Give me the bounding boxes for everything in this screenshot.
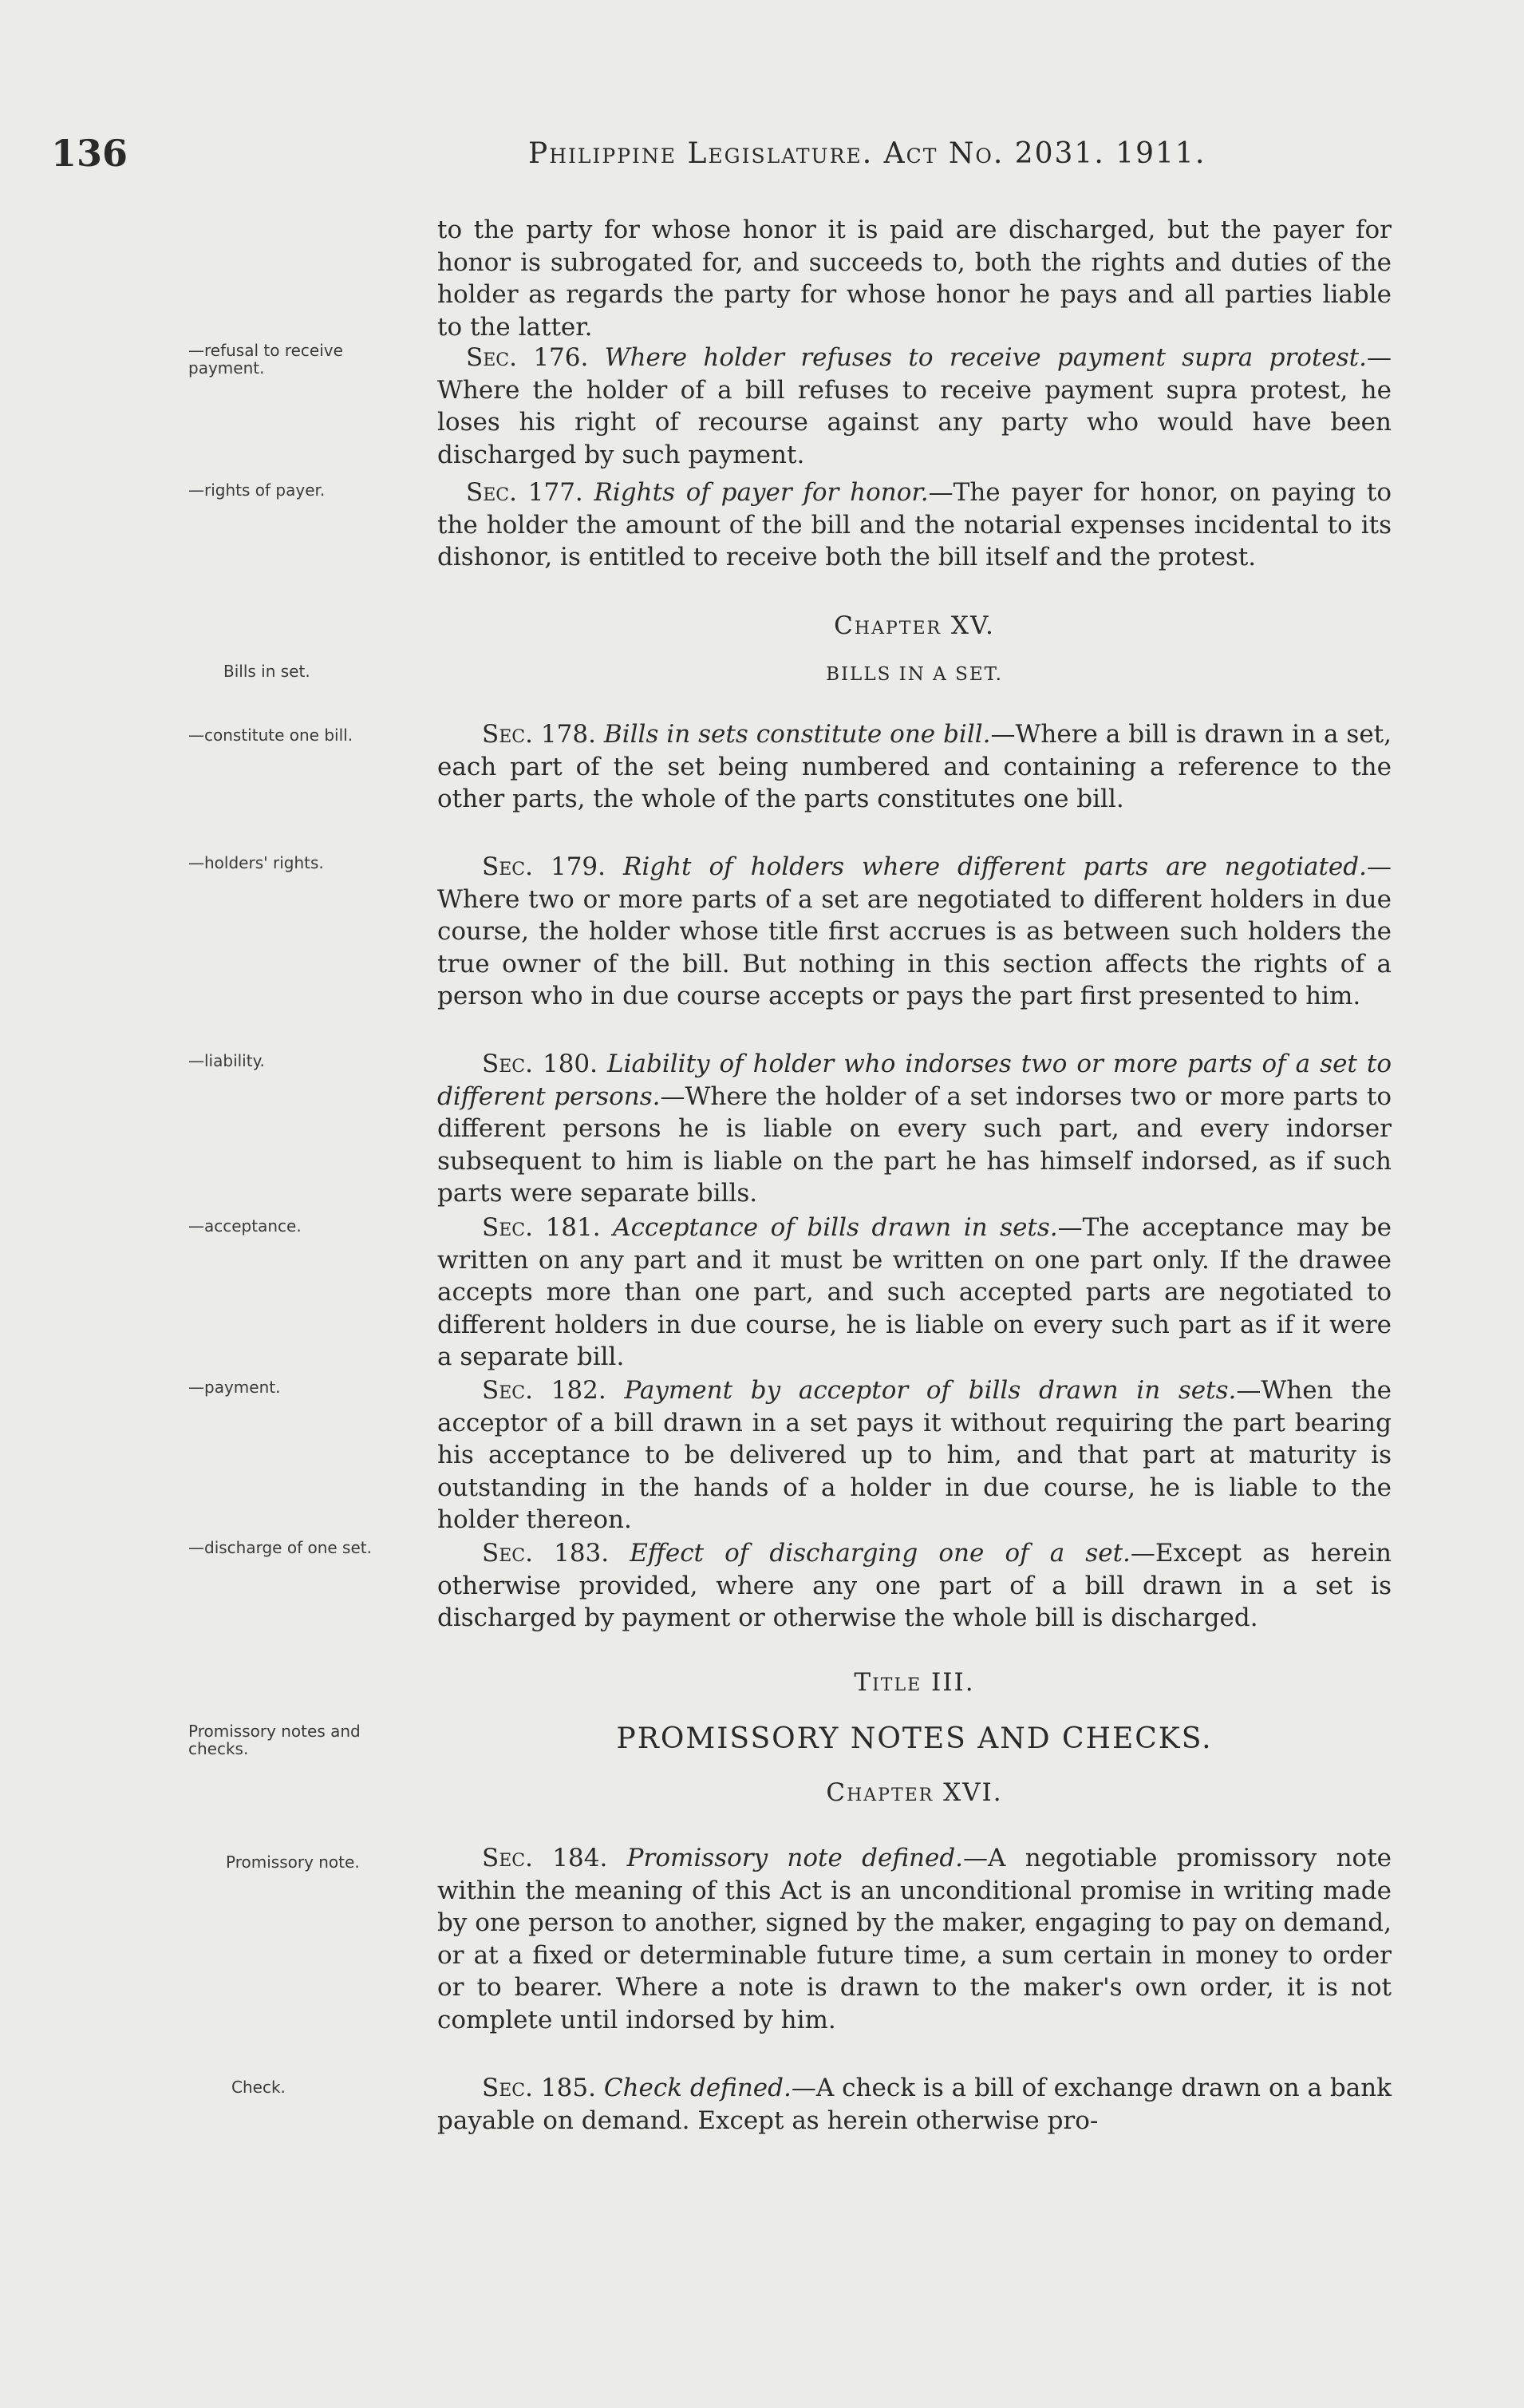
section-181 xyxy=(437,1212,1392,1374)
section-title: Rights of payer for honor. xyxy=(594,478,929,507)
section-title: Bills in sets constitute one bill. xyxy=(603,720,991,749)
section-180 xyxy=(437,1048,1392,1210)
section-body: —The payer for honor, on paying to the holder the amount of the bill and the notarial expenses incidental to its dishonor, is entitled to receive both the bill itself and the protest. xyxy=(437,478,1392,571)
margin-note-payment: —payment. xyxy=(188,1378,281,1397)
section-title: Acceptance of bills drawn in sets. xyxy=(613,1213,1058,1242)
margin-note-promissory-note: Promissory note. xyxy=(226,1852,360,1872)
section-182 xyxy=(437,1374,1392,1536)
section-title: Check defined. xyxy=(603,2074,792,2102)
section-title: Effect of discharging one of a set. xyxy=(630,1539,1131,1568)
section-number: Sec. 182. xyxy=(482,1376,606,1405)
section-body: —Where the holder of a bill refuses to receive payment supra protest, he loses his right of recourse against any party who would have been discharged by such payment. xyxy=(437,343,1392,469)
margin-note-bills-in-set: Bills in set. xyxy=(223,662,310,681)
chapter-xv-heading: Chapter XV. xyxy=(834,611,995,640)
margin-note-acceptance: —acceptance. xyxy=(188,1216,302,1236)
section-title: Payment by acceptor of bills drawn in sets. xyxy=(624,1376,1237,1405)
section-title: Right of holders where different parts are negotiated. xyxy=(622,852,1367,881)
section-number: Sec. 183. xyxy=(482,1539,610,1568)
margin-note-rights-payer: —rights of payer. xyxy=(188,480,326,500)
section-title: Promissory note defined. xyxy=(626,1844,964,1872)
section-185 xyxy=(437,2072,1392,2137)
section-title: Liability of holder who indorses two or more parts of a set to different persons. xyxy=(437,1050,1392,1111)
title-iii-heading: Title III. xyxy=(854,1668,975,1697)
section-178 xyxy=(437,718,1392,816)
paragraph-continuation: to the party for whose honor it is paid are discharged, but the payer for honor is subrogated for, and succeeds to, both the rights and duties of the holder as regards the party for whose honor he pays and all parties liable to the latter. xyxy=(437,215,1392,342)
section-number: Sec. 180. xyxy=(482,1050,598,1078)
margin-note-refusal: —refusal to receive payment. xyxy=(188,341,343,378)
section-number: Sec. 177. xyxy=(466,478,583,507)
running-head: Philippine Legislature. Act No. 2031. 1911. xyxy=(528,137,1206,170)
section-body: —Where a bill is drawn in a set, each part of the set being numbered and containing a reference to the other parts, the whole of the parts constitutes one bill. xyxy=(437,720,1392,813)
margin-note-liability: —liability. xyxy=(188,1051,265,1070)
section-number: Sec. 179. xyxy=(482,852,606,881)
section-body: —A check is a bill of exchange drawn on a bank payable on demand. Except as herein otherwise pro- xyxy=(437,2074,1392,2135)
section-body: —Except as herein otherwise provided, where any one part of a bill drawn in a set is discharged by payment or otherwise the whole bill is discharged. xyxy=(437,1539,1392,1632)
section-176 xyxy=(437,342,1392,471)
section-179 xyxy=(437,851,1392,1013)
section-number: Sec. 185. xyxy=(482,2074,596,2102)
bills-in-a-set-heading: BILLS IN A SET. xyxy=(826,664,1003,685)
margin-note-discharge: —discharge of one set. xyxy=(188,1538,372,1557)
margin-note-constitute: —constitute one bill. xyxy=(188,726,353,745)
margin-note-check: Check. xyxy=(231,2078,286,2097)
section-body: —The acceptance may be written on any part and it must be written on one part only. If the drawee accepts more than one part, and such accepted parts are negotiated to different holders in due course, he is liable on every such part as if it were a separate bill. xyxy=(437,1213,1392,1371)
section-183 xyxy=(437,1537,1392,1635)
page-number: 136 xyxy=(51,132,128,175)
section-number: Sec. 184. xyxy=(482,1844,608,1872)
margin-note-holders-rights: —holders' rights. xyxy=(188,853,324,872)
section-number: Sec. 176. xyxy=(466,343,589,372)
section-body: —Where the holder of a set indorses two or more parts to different persons he is liable on every such part, and every indorser subsequent to him is liable on the part he has himself indorsed, as if such parts were separate bills. xyxy=(437,1081,1392,1208)
margin-note-promissory-notes-checks: Promissory notes and checks. xyxy=(188,1722,361,1758)
section-body: — Where two or more parts of a set are negotiated to different holders in due course, the holder whose title first accrues is as between such holders the true owner of the bill. But nothing in this section affects the rights of a person who in due course accepts or pays the part first presented to him. xyxy=(437,852,1392,1010)
section-body: —When the acceptor of a bill drawn in a set pays it without requiring the part bearing his acceptance to be delivered up to him, and that part at maturity is outstanding in the hands of a holder in due course, he is liable to the holder thereon. xyxy=(437,1376,1392,1534)
section-177 xyxy=(437,476,1392,574)
section-184 xyxy=(437,1842,1392,2036)
promissory-notes-and-checks-heading: PROMISSORY NOTES AND CHECKS. xyxy=(616,1722,1213,1755)
section-number: Sec. 178. xyxy=(482,720,596,749)
section-title: Where holder refuses to receive payment supra protest. xyxy=(604,343,1367,372)
section-number: Sec. 181. xyxy=(482,1213,601,1242)
chapter-xvi-heading: Chapter XVI. xyxy=(826,1778,1003,1807)
section-body: —A negotiable promissory note within the meaning of this Act is an unconditional promise in writing made by one person to another, signed by the maker, engaging to pay on demand, or at a fixed or determinable future time, a sum certain in money to order or to bearer. Where a note is drawn to the maker's own order, it is not complete until indorsed by him. xyxy=(437,1844,1392,2034)
